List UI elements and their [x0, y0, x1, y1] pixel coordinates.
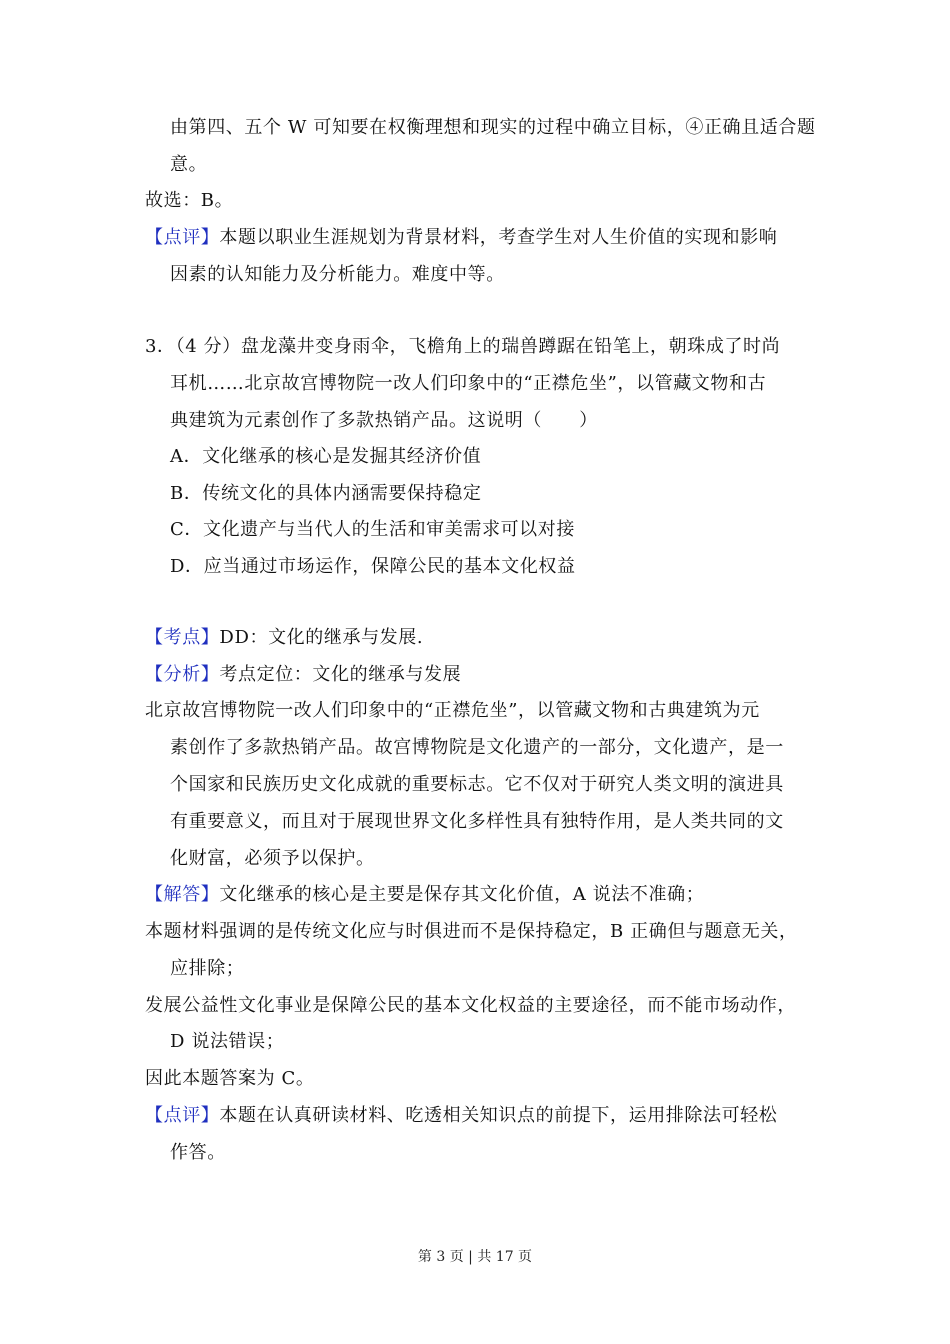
text-line — [170, 117, 816, 139]
text-line — [170, 264, 505, 286]
line-text: 因此本题答案为 C。 — [145, 1068, 315, 1089]
line-text: 耳机……北京故宫博物院一改人们印象中的“正襟危坐”，以管藏文物和古 — [170, 373, 767, 394]
line-text: 3．（4 分）盘龙藻井变身雨伞，飞檐角上的瑞兽蹲踞在铅笔上，朝珠成了时尚 — [145, 336, 781, 357]
line-text: 考点定位：文化的继承与发展 — [219, 664, 462, 685]
text-line — [170, 410, 598, 432]
text-line — [170, 774, 784, 796]
line-text: 有重要意义，而且对于展现世界文化多样性具有独特作用，是人类共同的文 — [170, 811, 784, 832]
text-line — [170, 958, 244, 980]
line-text: 化财富，必须予以保护。 — [170, 848, 375, 869]
text-line — [170, 483, 481, 505]
text-line — [145, 921, 798, 943]
text-line — [145, 190, 233, 212]
line-text: 由第四、五个 W 可知要在权衡理想和现实的过程中确立目标，④正确且适合题 — [170, 117, 816, 138]
section-tag: 【分析】 — [145, 664, 220, 685]
line-text: 故选：B。 — [145, 190, 234, 211]
text-line — [170, 519, 575, 541]
text-line — [145, 700, 760, 722]
section-tag: 【解答】 — [145, 884, 220, 905]
text-line — [170, 737, 784, 759]
line-text: 作答。 — [170, 1142, 226, 1163]
text-line — [170, 1031, 284, 1053]
line-text: D．应当通过市场运作，保障公民的基本文化权益 — [170, 556, 576, 577]
text-line — [145, 336, 780, 358]
line-text: 素创作了多款热销产品。故宫博物院是文化遗产的一部分，文化遗产，是一 — [170, 737, 784, 758]
text-line — [170, 556, 576, 578]
section-tag: 【点评】 — [145, 1105, 220, 1126]
line-text: 北京故宫博物院一改人们印象中的“正襟危坐”，以管藏文物和古典建筑为元 — [145, 700, 760, 721]
line-text: 因素的认知能力及分析能力。难度中等。 — [170, 264, 505, 285]
text-line — [170, 1142, 226, 1164]
text-line — [145, 1105, 777, 1127]
text-line — [145, 1068, 315, 1090]
text-line — [145, 227, 777, 249]
line-text: D 说法错误； — [170, 1031, 285, 1052]
line-text: 应排除； — [170, 958, 245, 979]
text-line — [170, 848, 375, 870]
line-text: DD：文化的继承与发展. — [219, 627, 424, 648]
line-text: 文化继承的核心是主要是保存其文化价值，A 说法不准确； — [219, 884, 705, 905]
section-tag: 【考点】 — [145, 627, 220, 648]
page-footer: 第 3 页 | 共 17 页 — [417, 1249, 533, 1265]
section-tag: 【点评】 — [145, 227, 220, 248]
text-line — [170, 446, 481, 468]
line-text: A．文化继承的核心是发掘其经济价值 — [170, 446, 482, 467]
text-line — [170, 154, 207, 176]
text-line — [145, 627, 423, 649]
line-text: 本题材料强调的是传统文化应与时俱进而不是保持稳定，B 正确但与题意无关， — [145, 921, 798, 942]
line-text: 本题以职业生涯规划为背景材料，考查学生对人生价值的实现和影响 — [219, 227, 778, 248]
text-line — [170, 811, 784, 833]
line-text: 典建筑为元素创作了多款热销产品。这说明（ ） — [170, 410, 598, 431]
text-line — [145, 664, 461, 686]
line-text: C．文化遗产与当代人的生活和审美需求可以对接 — [170, 519, 575, 540]
line-text: B．传统文化的具体内涵需要保持稳定 — [170, 483, 482, 504]
text-line — [170, 373, 766, 395]
line-text: 发展公益性文化事业是保障公民的基本文化权益的主要途径，而不能市场动作， — [145, 995, 796, 1016]
line-text: 本题在认真研读材料、吃透相关知识点的前提下，运用排除法可轻松 — [219, 1105, 778, 1126]
text-line — [145, 884, 704, 906]
line-text: 个国家和民族历史文化成就的重要标志。它不仅对于研究人类文明的演进具 — [170, 774, 784, 795]
text-line — [145, 995, 796, 1017]
line-text: 意。 — [170, 154, 208, 175]
